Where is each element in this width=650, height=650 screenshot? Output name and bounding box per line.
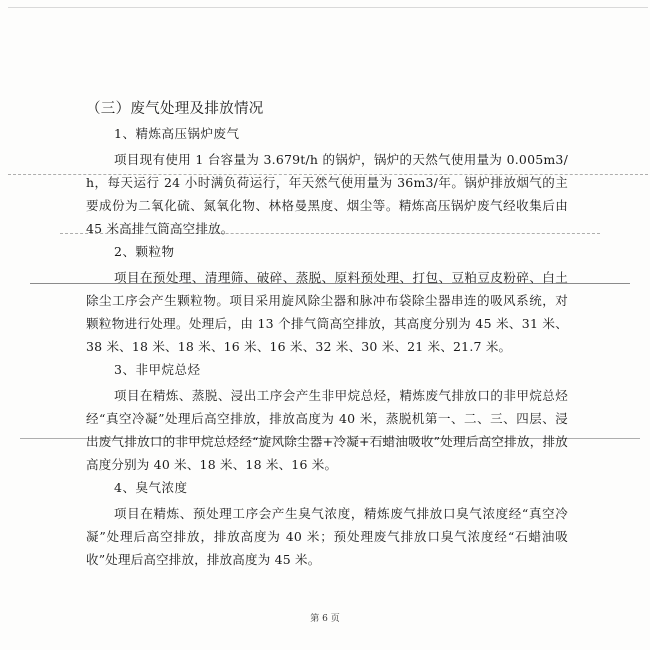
section-item-odor (86, 478, 568, 571)
scan-artifact-line (8, 7, 648, 8)
item-title: 4、臭气浓度 (114, 480, 188, 495)
item-paragraph: 项目现有使用 1 台容量为 3.679t/h 的锅炉，锅炉的天然气使用量为 0.005m3/h，每天运行 24 小时满负荷运行，年天然气使用量为 36m3/年。锅炉排放烟气的主要成份为二氧化硫、氮氧化物、林格曼黑度、烟尘等。精炼高压锅炉废气经收集后由 45 米高排气筒高空排放。 (86, 152, 568, 236)
section-heading: （三）废气处理及排放情况 (86, 101, 264, 117)
item-paragraph: 项目在精炼、预处理工序会产生臭气浓度，精炼废气排放口臭气浓度经“真空冷凝”处理后高空排放，排放高度为 40 米；预处理废气排放口臭气浓度经“石蜡油吸收”处理后高空排放，排放高度为 45 米。 (86, 506, 568, 567)
section-item-nmhc (86, 360, 568, 476)
item-paragraph: 项目在预处理、清理筛、破碎、蒸脱、原料预处理、打包、豆粕豆皮粉碎、白土除尘工序会产生颗粒物。项目采用旋风除尘器和脉冲布袋除尘器串连的吸风系统，对颗粒物进行处理。处理后，由 13 个排气筒高空排放，其高度分别为 45 米、31 米、38 米、18 米、18 米、16 米、16 米、32 米、30 米、21 米、21.7 米。 (86, 270, 568, 354)
item-paragraph: 项目在精炼、蒸脱、浸出工序会产生非甲烷总烃，精炼废气排放口的非甲烷总烃经“真空冷凝”处理后高空排放，排放高度为 40 米，蒸脱机第一、二、三、四层、浸出废气排放口的非甲烷总烃经“旋风除尘器+冷凝+石蜡油吸收”处理后高空排放，排放高度分别为 40 米、18 米、18 米、16 米。 (86, 388, 568, 472)
item-title: 1、精炼高压锅炉废气 (114, 126, 240, 141)
item-title: 2、颗粒物 (114, 244, 175, 259)
document-body (86, 98, 568, 573)
page-number: 第 6 页 (310, 614, 340, 624)
item-title: 3、非甲烷总烃 (114, 362, 201, 377)
section-item-boiler (86, 124, 568, 240)
section-item-particulate (86, 242, 568, 358)
